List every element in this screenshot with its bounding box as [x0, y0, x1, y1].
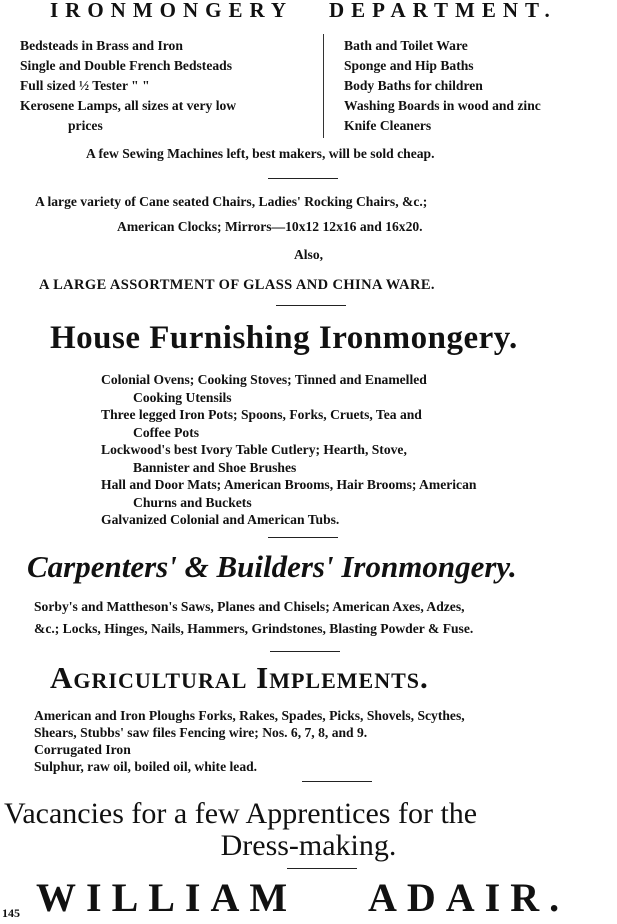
house-item-4: Lockwood's best Ivory Table Cutlery; Hearth, Stove, — [101, 442, 407, 457]
cane-line-2: American Clocks; Mirrors—10x12 12x16 and 16x20. — [117, 219, 423, 234]
agri-line-3: Sulphur, raw oil, boiled oil, white lead. — [34, 759, 258, 774]
right-item-0: Bath and Toilet Ware — [344, 38, 468, 53]
house-furnishing-title: House Furnishing Ironmongery. — [50, 320, 518, 356]
cane-line-1: A large variety of Cane seated Chairs, Ladies' Rocking Chairs, &c.; — [35, 194, 428, 209]
carpenters-line-2: &c.; Locks, Hinges, Nails, Hammers, Grindstones, Blasting Powder & Fuse. — [34, 621, 474, 636]
right-item-1: Sponge and Hip Baths — [344, 58, 474, 73]
house-item-7: Churns and Buckets — [133, 494, 252, 510]
left-item-4: prices — [68, 118, 103, 133]
divider-6 — [287, 868, 357, 869]
house-furnishing-list — [101, 371, 476, 529]
carpenters-line-1: Sorby's and Mattheson's Saws, Planes and Chisels; American Axes, Adzes, — [34, 599, 465, 614]
right-column — [344, 36, 541, 136]
house-item-2: Three legged Iron Pots; Spoons, Forks, Cruets, Tea and — [101, 407, 422, 422]
right-item-3: Washing Boards in wood and zinc — [344, 98, 541, 113]
house-item-8: Galvanized Colonial and American Tubs. — [101, 512, 340, 527]
house-item-3: Coffee Pots — [133, 424, 200, 440]
house-item-0: Colonial Ovens; Cooking Stoves; Tinned and Enamelled — [101, 372, 427, 387]
page-number: 145 — [2, 906, 20, 920]
right-item-4: Knife Cleaners — [344, 118, 432, 133]
also-line: Also, — [293, 247, 324, 262]
left-item-1: Single and Double French Bedsteads — [20, 58, 232, 73]
name-william: WILLIAM — [36, 875, 298, 920]
divider-2 — [276, 305, 346, 306]
divider-4 — [270, 651, 340, 652]
agri-line-1: Shears, Stubbs' saw files Fencing wire; Nos. 6, 7, 8, and 9. — [34, 725, 368, 740]
agri-line-0: American and Iron Ploughs Forks, Rakes, Spades, Picks, Shovels, Scythes, — [34, 708, 465, 723]
house-item-5: Bannister and Shoe Brushes — [133, 459, 297, 475]
header-department: DEPARTMENT. — [329, 0, 557, 22]
sewing-line: A few Sewing Machines left, best makers, will be sold cheap. — [86, 146, 435, 161]
name-adair: ADAIR. — [368, 875, 570, 920]
house-item-1: Cooking Utensils — [133, 389, 232, 405]
header-ironmongery: IRONMONGERY — [50, 0, 294, 22]
agricultural-list — [34, 707, 465, 775]
left-item-3: Kerosene Lamps, all sizes at very low — [20, 98, 237, 113]
left-item-2: Full sized ½ Tester " " — [20, 78, 150, 93]
house-item-6: Hall and Door Mats; American Brooms, Hair Brooms; American — [101, 477, 477, 492]
divider-5 — [302, 781, 372, 782]
column-divider — [323, 34, 324, 138]
right-item-2: Body Baths for children — [344, 78, 483, 93]
divider-3 — [268, 537, 338, 538]
left-column — [20, 36, 236, 136]
glass-line: A LARGE ASSORTMENT OF GLASS AND CHINA WARE. — [39, 277, 435, 293]
agricultural-title: Agricultural Implements. — [50, 660, 429, 695]
agri-line-2: Corrugated Iron — [34, 742, 131, 757]
left-item-0: Bedsteads in Brass and Iron — [20, 38, 183, 53]
vacancies-line-1: Vacancies for a few Apprentices for the — [4, 797, 478, 830]
carpenters-title: Carpenters' & Builders' Ironmongery. — [27, 549, 517, 584]
divider-1 — [268, 178, 338, 179]
vacancies-line-2: Dress-making. — [220, 829, 397, 862]
